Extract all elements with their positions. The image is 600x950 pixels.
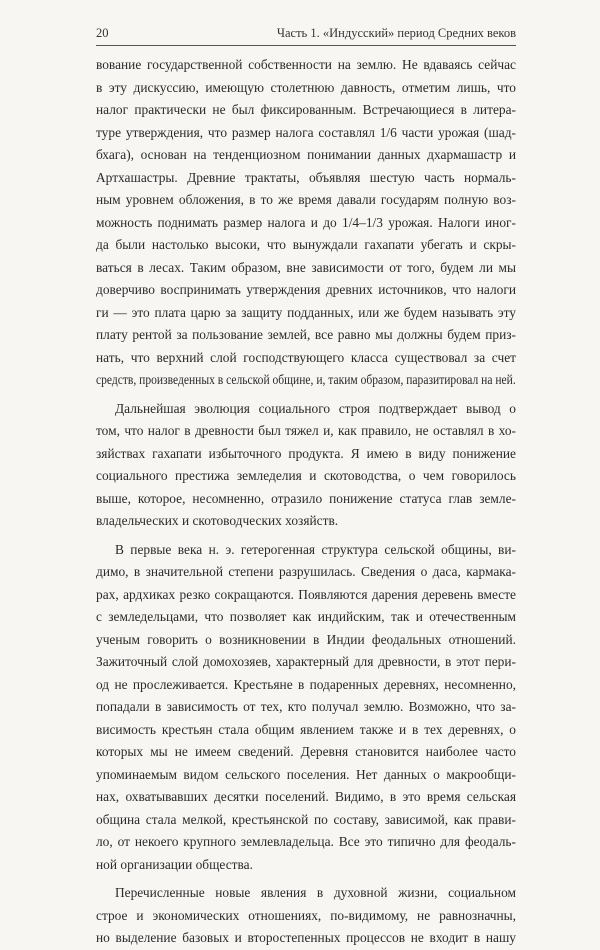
page-number: 20 [96, 26, 109, 40]
text-line: димо, в значительной степени разрушилась. Сведения о даса, кармака- [96, 564, 516, 579]
running-header [96, 24, 516, 42]
text-line: средств, произведенных в сельской общине, и, таким образом, паразитировал на ней. [96, 372, 516, 387]
text-line: ным уровнем обложения, в то же время давали государям полную воз- [96, 192, 516, 207]
text-line: попадали в зависимость от тех, кто получал землю. Возможно, что за- [96, 699, 516, 714]
text-line: ваться в лесах. Таким образом, вне зависимости от того, будем ли мы [96, 259, 516, 275]
text-line: доверчиво воспринимать утверждения древних источников, что налоги [96, 282, 516, 297]
paragraph [96, 54, 516, 392]
text-line: ло, от некоего крупного землевладельца. Все это типично для феодаль- [96, 834, 516, 849]
text-line: в эту дискуссию, имеющую столетнюю давность, отметим лишь, что [96, 79, 516, 95]
text-line: община стала мелкой, крестьянской по составу, зависимой, как прави- [96, 811, 516, 827]
text-line: с земледельцами, что позволяет как индийским, так и отечественным [96, 609, 516, 624]
text-line: Артхашастры. Древние трактаты, объявляя шестую часть нормаль- [96, 169, 516, 185]
header-rule [96, 45, 516, 46]
text-line: туре утверждения, что размер налога составлял 1/6 части урожая (шад- [96, 124, 516, 140]
text-line: рах, ардхиках резко сокращаются. Появляются дарения деревень вместе [96, 586, 516, 602]
text-line: да были настолько высоки, что вынуждали гахапати убегать и скры- [96, 237, 516, 252]
text-line: социального престижа земледелия и скотоводства, о чем говорилось [96, 468, 516, 483]
text-line: которых мы не имеем сведений. Деревня становится наиболее часто [96, 744, 516, 759]
text-line: од не прослеживается. Крестьяне в подаренных деревнях, несомненно, [96, 676, 516, 692]
text-line: владельческих и скотоводческих хозяйств. [96, 513, 339, 528]
text-line: Дальнейшая эволюция социального строя подтверждает вывод о [115, 400, 516, 416]
text-line: строе и экономических отношениях, по-видимому, не равнозначны, [96, 907, 516, 923]
text-line: можность поднимать размер налога и до 1/4–1/3 урожая. Налоги иног- [96, 214, 516, 230]
paragraph [96, 882, 516, 950]
text-line: нать, что верхний слой господствующего класса существовал за счет [96, 349, 516, 365]
text-line: Перечисленные новые явления в духовной жизни, социальном [115, 885, 516, 900]
text-line: висимость крестьян стала общим явлением также и в тех деревнях, о [96, 721, 516, 737]
text-line: ной организации общества. [96, 856, 253, 872]
text-line: но выделение базовых и второстепенных процессов не входит в нашу [96, 930, 516, 945]
text-line: налог практически не был фиксированным. Встречающиеся в литера- [96, 102, 516, 117]
text-line: бхага), основан на тенденциозном понимании данных дхармашастр и [96, 147, 516, 162]
text-line: выше, которое, несомненно, отразило понижение статуса глав земле- [96, 490, 516, 506]
running-title: Часть 1. «Индусский» период Средних веков [276, 26, 516, 40]
text-line: вование государственной собственности на землю. Не вдаваясь сейчас [96, 57, 516, 72]
text-line: зяйствах гахапати избыточного продукта. Я имею в виду понижение [96, 445, 516, 461]
text-line: ученым говорить о возникновении в Индии феодальных отношений. [96, 631, 516, 647]
text-line: упоминаемым видом сельского поселения. Нет данных о макрообщи- [96, 766, 516, 782]
text-line: плату рентой за пользование землей, все равно мы должны будем приз- [96, 327, 516, 342]
text-line: том, что налог в древности был тяжел и, как правило, не оставлял в хо- [96, 423, 516, 438]
text-line: нах, охватывавших десятки поселений. Видимо, в это время сельская [96, 789, 516, 804]
body-text [96, 54, 516, 950]
text-line: ги — это плата царю за защиту подданных, или же будем называть эту [96, 304, 516, 320]
paragraph [96, 539, 516, 877]
text-line: Зажиточный слой домохозяев, характерный для древности, в этот пери- [96, 654, 516, 669]
text-line: В первые века н. э. гетерогенная структура сельской общины, ви- [115, 541, 516, 557]
paragraph [96, 398, 516, 533]
